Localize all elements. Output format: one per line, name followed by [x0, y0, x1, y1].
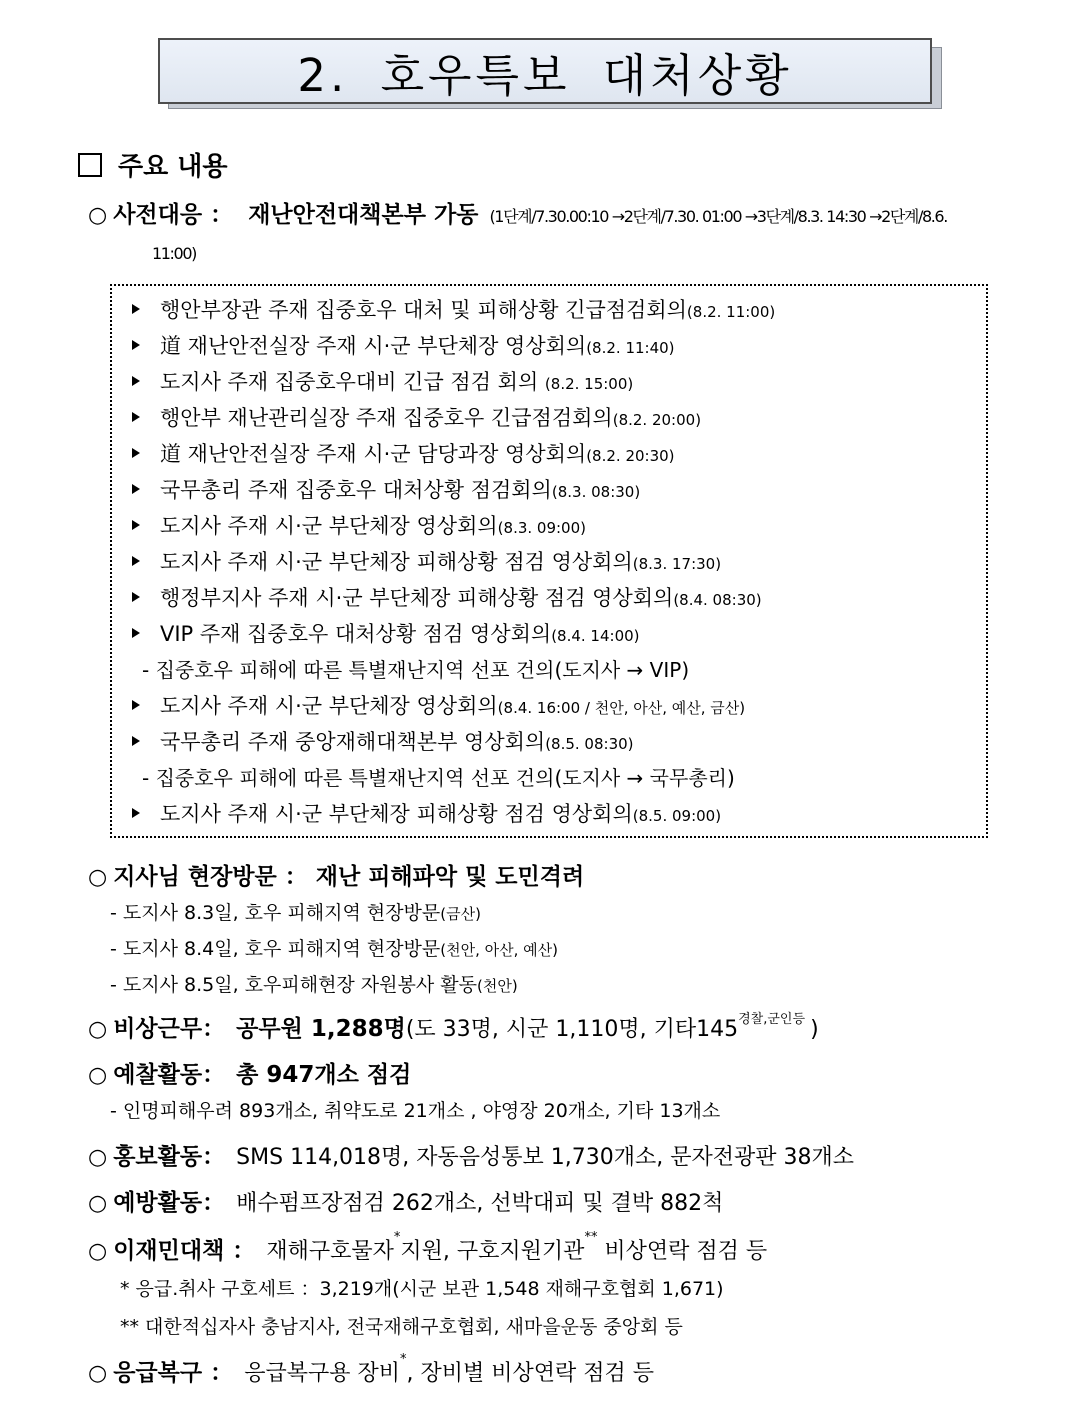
meeting-text: 행정부지사 주재 시·군 부단체장 피해상황 점검 영상회의: [160, 586, 674, 610]
visit-line: [88, 858, 584, 891]
meeting-date: (8.4. 08:30): [673, 591, 762, 609]
circle-bullet-icon: ○: [88, 1017, 108, 1042]
triangle-bullet-icon: [132, 556, 140, 566]
visit-item-text: - 도지사 8.4일, 호우 피해지역 현장방문: [110, 938, 441, 960]
meeting-date: (8.4. 14:00): [551, 627, 640, 645]
meeting-text: 道 재난안전실장 주재 시·군 담당과장 영상회의: [160, 442, 587, 466]
meeting-date: (8.5. 09:00): [632, 807, 722, 825]
prep-line: [88, 196, 947, 229]
visit-label: 지사님 현장방문 ： 재난 피해파악 및 도민격려: [113, 864, 585, 890]
recovery-label: 응급복구 ：: [113, 1360, 234, 1386]
displaced-line: [88, 1232, 767, 1265]
visit-item-note: (천안): [476, 977, 518, 995]
meeting-text: 道 재난안전실장 주재 시·군 부단체장 영상회의: [160, 334, 587, 358]
meeting-item: [132, 690, 745, 720]
visit-item: [110, 898, 481, 925]
visit-item-text: - 도지사 8.5일, 호우피해현장 자원봉사 활동: [110, 974, 477, 996]
meeting-item: [132, 474, 640, 504]
meeting-item: [132, 726, 634, 756]
meeting-text: 도지사 주재 시·군 부단체장 영상회의: [160, 514, 498, 538]
patrol-label: 예찰활동：: [113, 1062, 226, 1088]
recovery-line: [88, 1354, 654, 1387]
meeting-text: 국무총리 주재 집중호우 대처상황 점검회의: [160, 478, 552, 502]
visit-item: [110, 934, 558, 961]
patrol-main: 총 947개소 점검: [236, 1062, 412, 1088]
visit-item: [110, 970, 518, 997]
meeting-text: 도지사 주재 시·군 부단체장 피해상황 점검 영상회의: [160, 802, 633, 826]
recovery-text2: , 장비별 비상연락 점검 등: [406, 1361, 654, 1386]
section-heading-label: 주요 내용: [118, 152, 228, 182]
meeting-subnote: [142, 654, 689, 683]
meeting-item: [132, 798, 721, 828]
prep-label: 사전대응 ：: [113, 202, 234, 228]
emergency-main: 공무원 1,288명: [236, 1016, 406, 1042]
triangle-bullet-icon: [132, 448, 140, 458]
triangle-bullet-icon: [132, 520, 140, 530]
displaced-text1: 재해구호물자: [266, 1239, 394, 1264]
meeting-date: (8.2. 11:00): [686, 303, 776, 321]
checkbox-square-icon: [78, 153, 102, 177]
meeting-item: [132, 330, 675, 360]
triangle-bullet-icon: [132, 340, 140, 350]
emergency-detail: (도 33명, 시군 1,110명, 기타145: [405, 1017, 739, 1042]
recovery-sup1: *: [399, 1352, 407, 1367]
triangle-bullet-icon: [132, 304, 140, 314]
displaced-sup2: **: [584, 1230, 598, 1245]
meeting-text: 행안부 재난관리실장 주재 집중호우 긴급점검회의: [160, 406, 613, 430]
meeting-date: (8.3. 17:30): [632, 555, 722, 573]
circle-bullet-icon: ○: [88, 1191, 108, 1216]
meeting-date: (8.2. 20:00): [612, 411, 702, 429]
emergency-sup: 경찰,군인등: [738, 1012, 806, 1027]
meeting-item: [132, 618, 640, 648]
triangle-bullet-icon: [132, 376, 140, 386]
triangle-bullet-icon: [132, 808, 140, 818]
circle-bullet-icon: ○: [88, 1361, 108, 1386]
triangle-bullet-icon: [132, 628, 140, 638]
pr-label: 홍보활동：: [113, 1144, 226, 1170]
meeting-item: [132, 366, 633, 396]
section-heading: [78, 146, 228, 183]
circle-bullet-icon: ○: [88, 203, 108, 228]
circle-bullet-icon: ○: [88, 1145, 108, 1170]
meeting-item: [132, 546, 721, 576]
triangle-bullet-icon: [132, 592, 140, 602]
meeting-text: 도지사 주재 시·군 부단체장 피해상황 점검 영상회의: [160, 550, 633, 574]
displaced-note1: * 응급.취사 구호세트 ：3,219개(시군 보관 1,548 재해구호협회 1,671): [120, 1278, 724, 1300]
visit-item-note: (금산): [440, 905, 481, 923]
meeting-date: (8.5. 08:30): [545, 735, 634, 753]
displaced-text3: 비상연락 점검 등: [597, 1239, 768, 1264]
prep-detail-cont: 11:00): [152, 244, 196, 263]
patrol-sub: - 인명피해우려 893개소, 취약도로 21개소 , 야영장 20개소, 기타 13개소: [110, 1100, 721, 1122]
emergency-line: [88, 1010, 819, 1043]
prevent-label: 예방활동：: [113, 1190, 226, 1216]
emergency-close: ): [810, 1017, 819, 1042]
displaced-note2: ** 대한적십자사 충남지사, 전국재해구호협회, 새마을운동 중앙회 등: [120, 1316, 683, 1338]
meeting-item: [132, 438, 675, 468]
triangle-bullet-icon: [132, 736, 140, 746]
meeting-subnote-text: - 집중호우 피해에 따른 특별재난지역 선포 건의(도지사 → 국무총리): [142, 766, 735, 790]
displaced-sup1: *: [393, 1230, 401, 1245]
prevent-text: 배수펌프장점검 262개소, 선박대피 및 결박 882척: [236, 1191, 724, 1216]
meeting-item: [132, 582, 762, 612]
meeting-date: (8.2. 15:00): [544, 375, 634, 393]
triangle-bullet-icon: [132, 700, 140, 710]
displaced-text2: 지원, 구호지원기관: [400, 1239, 585, 1264]
prep-main: 재난안전대책본부 가동: [248, 202, 479, 228]
meeting-text: 국무총리 주재 중앙재해대책본부 영상회의: [160, 730, 546, 754]
visit-item-note: (천안, 아산, 예산): [440, 941, 558, 959]
patrol-line: [88, 1056, 411, 1089]
meeting-date: (8.3. 08:30): [551, 483, 641, 501]
prep-detail: (1단계/7.30.00:10 →2단계/7.30. 01:00 →3단계/8.3. 14:30 →2단계/8.6.: [489, 207, 947, 226]
meeting-subnote: [142, 762, 735, 791]
displaced-label: 이재민대책 ：: [113, 1238, 256, 1264]
meeting-date: (8.4. 16:00 / 천안, 아산, 예산, 금산): [497, 699, 746, 717]
circle-bullet-icon: ○: [88, 1239, 108, 1264]
meeting-item: [132, 294, 775, 324]
prevent-line: [88, 1184, 723, 1217]
meeting-text: VIP 주재 집중호우 대처상황 점검 영상회의: [160, 622, 552, 646]
page-title: 2. 호우특보 대처상황: [158, 38, 932, 104]
meeting-subnote-text: - 집중호우 피해에 따른 특별재난지역 선포 건의(도지사 → VIP): [142, 658, 690, 682]
meeting-item: [132, 402, 701, 432]
meeting-text: 도지사 주재 시·군 부단체장 영상회의: [160, 694, 498, 718]
pr-text: SMS 114,018명, 자동음성통보 1,730개소, 문자전광판 38개소: [236, 1145, 855, 1170]
visit-item-text: - 도지사 8.3일, 호우 피해지역 현장방문: [110, 902, 441, 924]
triangle-bullet-icon: [132, 412, 140, 422]
circle-bullet-icon: ○: [88, 1063, 108, 1088]
meeting-item: [132, 510, 586, 540]
emergency-label: 비상근무：: [113, 1016, 226, 1042]
pr-line: [88, 1138, 854, 1171]
meeting-date: (8.2. 20:30): [586, 447, 675, 465]
circle-bullet-icon: ○: [88, 865, 108, 890]
triangle-bullet-icon: [132, 484, 140, 494]
meeting-date: (8.3. 09:00): [497, 519, 586, 537]
meeting-text: 도지사 주재 집중호우대비 긴급 점검 회의: [160, 370, 545, 394]
title-banner: [158, 38, 934, 106]
meeting-date: (8.2. 11:40): [586, 339, 675, 357]
meeting-text: 행안부장관 주재 집중호우 대처 및 피해상황 긴급점검회의: [160, 298, 687, 322]
recovery-text1: 응급복구용 장비: [244, 1361, 400, 1386]
